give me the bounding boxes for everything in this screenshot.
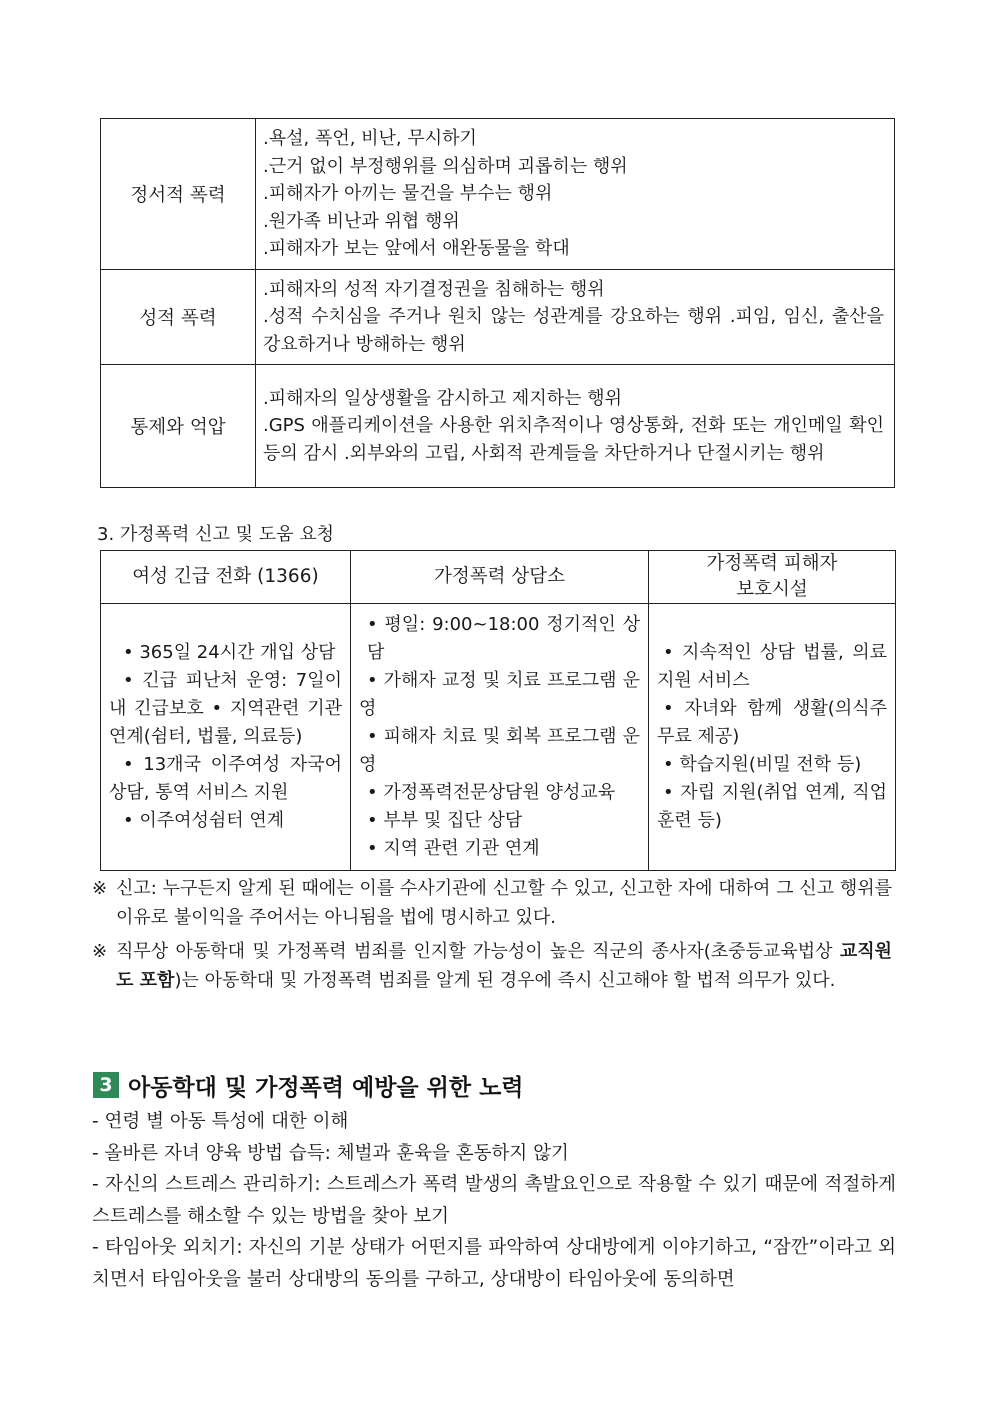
violence-types-table bbox=[100, 118, 895, 488]
description-line: .피해자가 아끼는 물건을 부수는 행위 bbox=[263, 183, 553, 205]
section-number-badge: 3 bbox=[93, 1072, 119, 1098]
category-cell: 성적 폭력 bbox=[101, 270, 256, 365]
list-item: - 자신의 스트레스 관리하기: 스트레스가 폭력 발생의 촉발요인으로 작용할 수 있기 때문에 적절하게 스트레스를 해소할 수 있는 방법을 찾아 보기 bbox=[92, 1174, 896, 1227]
list-item: • 이주여성쉼터 연계 bbox=[123, 810, 285, 831]
category-cell: 통제와 억압 bbox=[101, 365, 256, 488]
prevention-list bbox=[92, 1106, 896, 1295]
list-item: • 자립 지원(취업 연계, 직업훈련 등) bbox=[657, 782, 887, 831]
list-item: - 타임아웃 외치기: 자신의 기분 상태가 어떤지를 파악하여 상대방에게 이야기하고, “잠깐”이라고 외치면서 타임아웃을 불러 상대방의 동의를 구하고, 상대방이 타임아웃에 동의하면 bbox=[92, 1237, 896, 1290]
header-shelter: 가정폭력 피해자 보호시설 bbox=[649, 551, 896, 604]
note-text-part: )는 아동학대 및 가정폭력 범죄를 알게 된 경우에 즉시 신고해야 할 법적 의무가 있다. bbox=[174, 970, 836, 991]
description-line: .성적 수치심을 주거나 원치 않는 성관계를 강요하는 행위 .피임, 임신, 출산을 강요하거나 방해하는 행위 bbox=[263, 306, 884, 355]
list-item: • 긴급 피난처 운영: 7일이내 긴급보호 • 지역관련 기관 연계(쉼터, 법률, 의료등) bbox=[109, 670, 342, 747]
reference-mark: ※ bbox=[92, 941, 108, 962]
list-item: - 올바른 자녀 양육 방법 습득: 체벌과 훈육을 혼동하지 않기 bbox=[92, 1142, 569, 1164]
list-item: • 평일: 9:00~18:00 정기적인 상담 bbox=[367, 614, 640, 663]
description-line: .원가족 비난과 위협 행위 bbox=[263, 210, 460, 232]
list-item: • 365일 24시간 개입 상담 bbox=[123, 642, 336, 663]
list-item: • 13개국 이주여성 자국어상담, 통역 서비스 지원 bbox=[109, 754, 342, 803]
table-row bbox=[101, 119, 895, 270]
list-item: • 가해자 교정 및 치료 프로그램 운영 bbox=[359, 670, 640, 719]
list-item: • 부부 및 집단 상담 bbox=[367, 810, 523, 831]
table-row bbox=[101, 365, 895, 488]
note-report bbox=[92, 874, 892, 932]
list-item: • 지역 관련 기관 연계 bbox=[367, 838, 540, 859]
table-header-row bbox=[101, 551, 896, 604]
description-line: .피해자의 성적 자기결정권을 침해하는 행위 bbox=[263, 278, 605, 300]
header-counseling-center: 가정폭력 상담소 bbox=[351, 551, 649, 604]
reference-mark: ※ bbox=[92, 878, 108, 899]
table-row bbox=[101, 604, 896, 871]
shelter-cell bbox=[649, 604, 896, 871]
list-item: • 자녀와 함께 생활(의식주 무료 제공) bbox=[657, 698, 887, 747]
hotline-cell bbox=[101, 604, 351, 871]
description-line: .근거 없이 부정행위를 의심하며 괴롭히는 행위 bbox=[263, 155, 628, 177]
note-mandatory-report bbox=[92, 937, 892, 995]
section-subtitle: 3. 가정폭력 신고 및 도움 요청 bbox=[97, 524, 335, 545]
description-cell bbox=[256, 119, 895, 270]
table-row bbox=[101, 270, 895, 365]
description-line: .욕설, 폭언, 비난, 무시하기 bbox=[263, 128, 477, 150]
note-text bbox=[92, 937, 892, 995]
note-text-part: 직무상 아동학대 및 가정폭력 범죄를 인지할 가능성이 높은 직군의 종사자(초중등교육법상 bbox=[116, 941, 840, 962]
header-hotline: 여성 긴급 전화 (1366) bbox=[101, 551, 351, 604]
description-line: .GPS 애플리케이션을 사용한 위치추적이나 영상통화, 전화 또는 개인메일 확인 등의 감시 .외부와의 고립, 사회적 관계들을 차단하거나 단절시키는 행위 bbox=[263, 415, 884, 464]
description-line: .피해자가 보는 앞에서 애완동물을 학대 bbox=[263, 238, 570, 260]
description-cell bbox=[256, 270, 895, 365]
counseling-center-cell bbox=[351, 604, 649, 871]
list-item: • 가정폭력전문상담원 양성교육 bbox=[367, 782, 616, 803]
section-title: 아동학대 및 가정폭력 예방을 위한 노력 bbox=[128, 1074, 524, 1101]
description-line: .피해자의 일상생활을 감시하고 제지하는 행위 bbox=[263, 387, 622, 409]
list-item: - 연령 별 아동 특성에 대한 이해 bbox=[92, 1111, 349, 1132]
category-cell: 정서적 폭력 bbox=[101, 119, 256, 270]
note-emphasis: 교직원도 포함 bbox=[116, 941, 892, 991]
section-heading bbox=[93, 1068, 524, 1102]
help-request-table bbox=[100, 550, 896, 871]
list-item: • 피해자 치료 및 회복 프로그램 운영 bbox=[359, 726, 640, 775]
description-cell bbox=[256, 365, 895, 488]
list-item: • 학습지원(비밀 전학 등) bbox=[663, 754, 862, 775]
list-item: • 지속적인 상담 법률, 의료지원 서비스 bbox=[657, 642, 887, 691]
note-text: 신고: 누구든지 알게 된 때에는 이를 수사기관에 신고할 수 있고, 신고한 자에 대하여 그 신고 행위를 이유로 불이익을 주어서는 아니됨을 법에 명시하고 있다. bbox=[116, 878, 892, 928]
